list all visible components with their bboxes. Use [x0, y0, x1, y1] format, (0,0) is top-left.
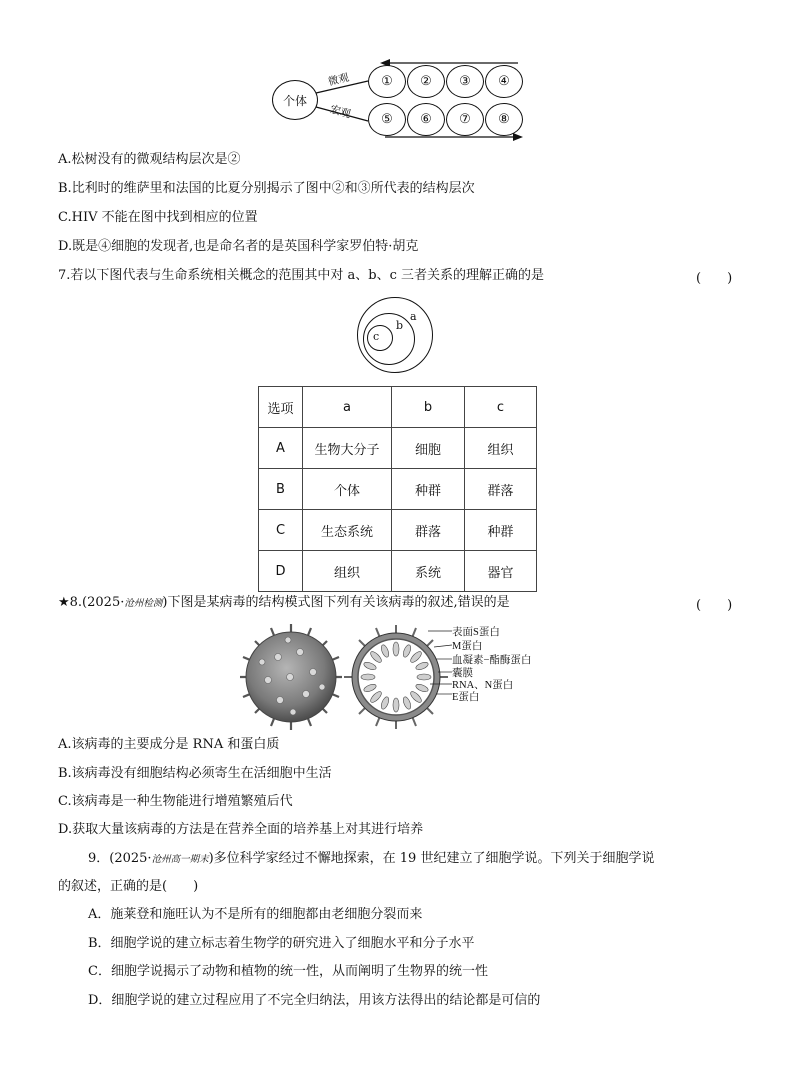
- table-cell: A: [259, 428, 303, 469]
- table-cell: 组织: [303, 551, 392, 592]
- table-row: [259, 551, 537, 592]
- center-circle: [272, 80, 318, 120]
- table-cell: 器官: [465, 551, 537, 592]
- q9-option-b: B．细胞学说的建立标志着生物学的研究进入了细胞水平和分子水平: [88, 936, 475, 951]
- level-circle-2: ②: [407, 65, 445, 98]
- q6-option-a: A.松树没有的微观结构层次是②: [58, 152, 241, 167]
- q9-stem: [88, 850, 654, 869]
- circle-c-label: c: [373, 330, 380, 343]
- table-cell: 生态系统: [303, 510, 392, 551]
- level-circle-6: ⑥: [407, 103, 445, 136]
- table-row: [259, 510, 537, 551]
- q8-prefix: 8.(2025·: [69, 595, 125, 610]
- q7-stem: 7.若以下图代表与生命系统相关概念的范围其中对 a、b、c 三者关系的理解正确的是: [58, 268, 545, 283]
- q6-option-b: B.比利时的维萨里和法国的比夏分别揭示了图中②和③所代表的结构层次: [58, 181, 475, 196]
- circle-c: [367, 325, 393, 351]
- q8-option-a: A.该病毒的主要成分是 RNA 和蛋白质: [58, 737, 280, 752]
- level-circle-8: ⑧: [485, 103, 523, 136]
- table-cell: 细胞: [392, 428, 465, 469]
- table-header: 选项: [259, 387, 303, 428]
- table-cell: 群落: [465, 469, 537, 510]
- table-cell: 种群: [392, 469, 465, 510]
- star-icon: ★: [58, 595, 70, 610]
- virus-label-envelope: 囊膜: [452, 668, 473, 679]
- q9-option-d: D．细胞学说的建立过程应用了不完全归纳法，用该方法得出的结论都是可信的: [88, 993, 541, 1008]
- level-circle-3: ③: [446, 65, 484, 98]
- table-header: c: [465, 387, 537, 428]
- level-circle-7: ⑦: [446, 103, 484, 136]
- virus-label-he-protein: 血凝素−酯酶蛋白: [452, 655, 532, 666]
- table-row: [259, 428, 537, 469]
- table-cell: D: [259, 551, 303, 592]
- q8-answer-paren: ( ): [696, 598, 733, 613]
- q6-option-c: C.HIV 不能在图中找到相应的位置: [58, 210, 258, 225]
- table-cell: 系统: [392, 551, 465, 592]
- circle-b-label: b: [396, 319, 404, 332]
- virus-cross-section-image: [344, 625, 452, 729]
- upper-branch-label: 微观: [326, 71, 351, 89]
- q8-stem-rest: )下图是某病毒的结构模式图下列有关该病毒的叙述,错误的是: [162, 595, 510, 610]
- table-header: b: [392, 387, 465, 428]
- virus-label-s-protein: 表面S蛋白: [452, 627, 500, 638]
- table-cell: 组织: [465, 428, 537, 469]
- table-header: a: [303, 387, 392, 428]
- virus-images: [238, 622, 454, 732]
- table-header-row: [259, 387, 537, 428]
- q9-stem-line2: 的叙述，正确的是( ): [58, 879, 199, 894]
- q8-option-c: C.该病毒是一种生物能进行增殖繁殖后代: [58, 794, 293, 809]
- circle-a-label: a: [410, 310, 417, 323]
- virus-label-e-protein: E蛋白: [452, 692, 480, 703]
- level-circle-5: ⑤: [368, 103, 406, 136]
- q8-option-d: D.获取大量该病毒的方法是在营养全面的培养基上对其进行培养: [58, 822, 424, 837]
- q8-option-b: B.该病毒没有细胞结构必须寄生在活细胞中生活: [58, 766, 332, 781]
- q7-options-table: [258, 386, 537, 592]
- table-cell: 群落: [392, 510, 465, 551]
- lower-branch-label: 宏观: [328, 103, 353, 121]
- q9-option-c: C．细胞学说揭示了动物和植物的统一性，从而阐明了生物界的统一性: [88, 964, 488, 979]
- center-label: 个体: [282, 93, 307, 108]
- q6-option-d: D.既是④细胞的发现者,也是命名者的是英国科学家罗伯特·胡克: [58, 239, 419, 254]
- q9-option-a: A．施莱登和施旺认为不是所有的细胞都由老细胞分裂而来: [88, 907, 423, 922]
- virus-label-m-protein: M蛋白: [452, 641, 483, 652]
- q8-stem: [58, 594, 510, 613]
- table-cell: B: [259, 469, 303, 510]
- virus-label-rna-n-protein: RNA、N蛋白: [452, 680, 514, 691]
- q9-prefix: 9．(2025·: [88, 851, 152, 866]
- q7-answer-paren: ( ): [696, 271, 733, 286]
- table-cell: 种群: [465, 510, 537, 551]
- q8-source: 沧州检测: [124, 598, 163, 609]
- table-row: [259, 469, 537, 510]
- table-cell: 个体: [303, 469, 392, 510]
- table-cell: C: [259, 510, 303, 551]
- virus-exterior-image: [240, 624, 342, 730]
- q9-source: 沧州高一期末: [151, 854, 209, 865]
- table-cell: 生物大分子: [303, 428, 392, 469]
- level-circle-4: ④: [485, 65, 523, 98]
- level-circle-1: ①: [368, 65, 406, 98]
- q9-stem-rest: )多位科学家经过不懈地探索，在 19 世纪建立了细胞学说。下列关于细胞学说: [208, 851, 655, 866]
